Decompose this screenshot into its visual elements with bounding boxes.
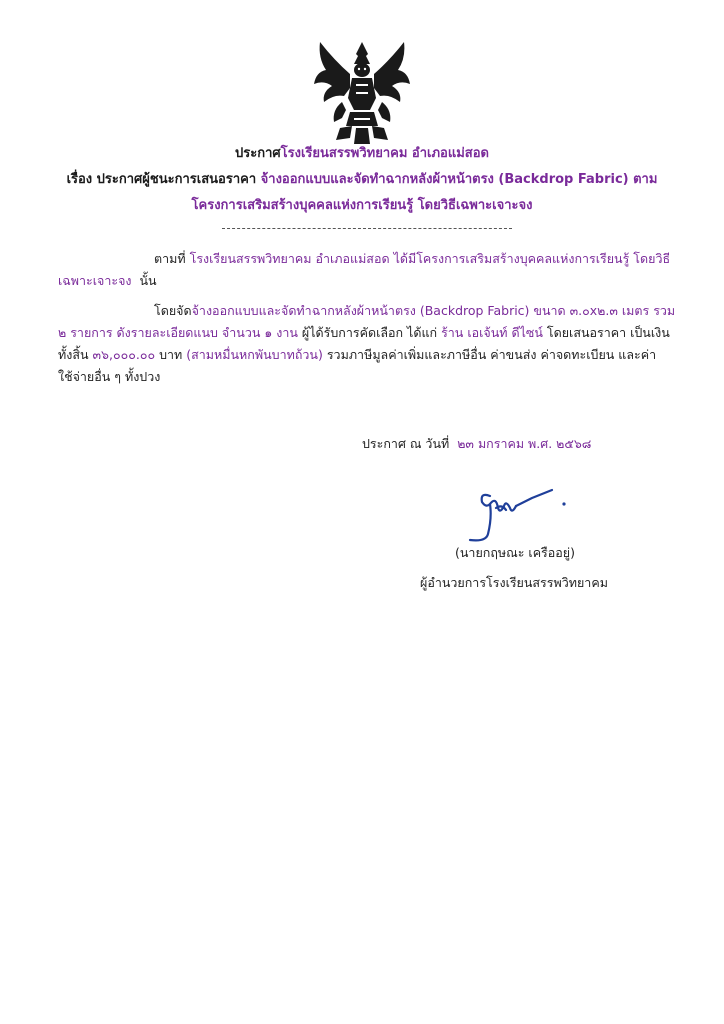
signature-icon [452, 478, 572, 548]
price-amount: ๓๖,๐๐๐.๐๐ [92, 347, 156, 362]
item-count: ๒ รายการ ดังรายละเอียดแนบ จำนวน ๑ งาน [58, 325, 298, 340]
school-name-inline: โรงเรียนสรรพวิทยาคม อำเภอแม่สอด [189, 251, 390, 266]
price-in-words: (สามหมื่นหกพันบาทถ้วน) [186, 347, 323, 362]
paragraph-1-line-2 [58, 270, 668, 292]
text-run: รวมภาษีมูลค่าเพิ่มและภาษีอื่น ค่าขนส่ง ค่าจดทะเบียน และค่า [326, 347, 657, 362]
text-run: ใช้จ่ายอื่น ๆ ทั้งปวง [58, 369, 161, 384]
paragraph-1-line-1 [58, 248, 671, 270]
paragraph-2-line-1 [58, 300, 676, 322]
project-name: โครงการเสริมสร้างบุคคลแห่งการเรียนรู้ โดยวิธีเฉพาะเจาะจง [191, 198, 533, 213]
text-run: ผู้ได้รับการคัดเลือก ได้แก่ [301, 325, 438, 340]
signer-name: (นายกฤษณะ เครืออยู่) [455, 545, 575, 560]
paragraph-2-line-4 [58, 366, 668, 388]
subject-prefix: เรื่อง ประกาศผู้ชนะการเสนอราคา [66, 172, 257, 187]
text-run: นั้น [139, 273, 157, 288]
separator-line [222, 228, 512, 229]
title-prefix: ประกาศ [235, 146, 281, 161]
winner-name: ร้าน เอเจ้นท์ ดีไซน์ [441, 325, 543, 340]
text-run: โดยเสนอราคา เป็นเงิน [546, 325, 670, 340]
announcement-title [0, 144, 724, 164]
method-inline: เฉพาะเจาะจง [58, 273, 132, 288]
paragraph-2 [58, 300, 676, 388]
signer-position: ผู้อำนวยการโรงเรียนสรรพวิทยาคม [420, 575, 608, 590]
announce-date-line [362, 434, 591, 454]
garuda-emblem-icon [312, 40, 412, 146]
project-inline: ได้มีโครงการเสริมสร้างบุคคลแห่งการเรียนรู้ โดยวิธี [393, 251, 671, 266]
announce-date: ๒๓ มกราคม พ.ศ. ๒๕๖๘ [457, 436, 592, 451]
school-name: โรงเรียนสรรพวิทยาคม อำเภอแม่สอด [280, 146, 489, 161]
announce-prefix: ประกาศ ณ วันที่ [362, 436, 450, 451]
subject-line [0, 170, 724, 190]
paragraph-2-line-3 [58, 344, 668, 366]
text-run: ตามที่ [154, 251, 186, 266]
paragraph-1 [58, 248, 671, 292]
text-run: ทั้งสิ้น [58, 347, 89, 362]
text-run: บาท [159, 347, 183, 362]
text-run: โดยจัด [154, 303, 192, 318]
subject-text: จ้างออกแบบและจัดทำฉากหลังผ้าหน้าตรง (Backdrop Fabric) ตาม [260, 172, 658, 187]
work-description: จ้างออกแบบและจัดทำฉากหลังผ้าหน้าตรง (Backdrop Fabric) ขนาด ๓.๐x๒.๓ เมตร รวม [191, 303, 676, 318]
paragraph-2-line-2 [58, 322, 668, 344]
